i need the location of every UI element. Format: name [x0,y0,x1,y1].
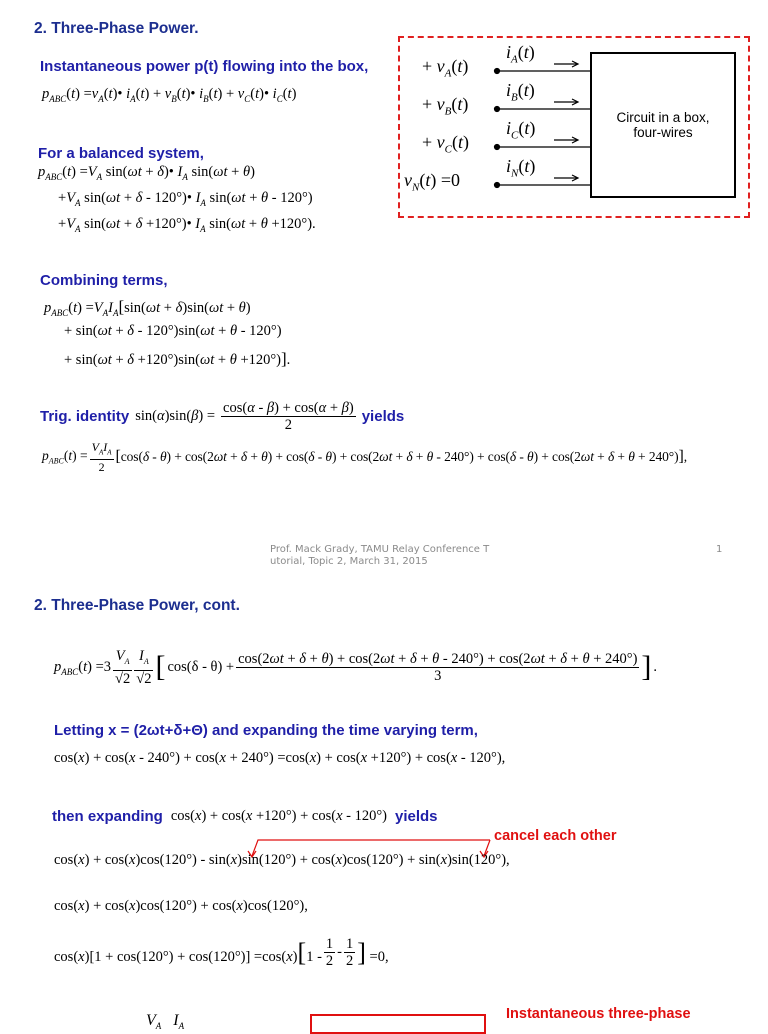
trig-identity-line [40,400,404,433]
trig-identity-fraction: $\frac{\cos(\alpha - \beta) + \cos(\alpha + \beta)}{2}$ [223,400,354,433]
eq-expand: cos(x) + cos(x)cos(120°) - sin(x)sin(120°) + cos(x)cos(120°) + sin(x)sin(120°), [54,852,510,868]
source-label-vn: $v_N(t) =0$ [404,170,461,194]
current-label-ic: $i_C(t)$ [506,118,536,142]
circuit-box-label-1: Circuit in a box, [616,110,710,125]
result-box [310,1014,486,1034]
heading-balanced-system: For a balanced system, [38,145,204,162]
eq-yields: $p_{ABC}(t)$ = $\frac{V_AI_A}{2}$ [cos(δ - θ) + cos(2ωt + δ + θ) + cos(δ - θ) + cos(2ωt + δ + θ - 240°) + cos(δ - θ) + cos(2ωt + δ + θ + 240°)], [42,440,688,475]
circuit-diagram [398,36,750,218]
then-expanding-yields: yields [394,808,438,825]
eq-final: cos(x)[1 + cos(120°) + cos(120°)] =cos(x)[1 - $\frac{1}{2}$ - $\frac{1}{2}$ ] =0, [54,936,389,969]
eq-balanced-line2: $+V_A$ sin(ωt + δ - 120°)• $I_A$ sin(ωt + θ - 120°) [58,190,313,208]
eq-letting: cos(x) + cos(x - 240°) + cos(x + 240°) =cos(x) + cos(x +120°) + cos(x - 120°), [54,750,506,766]
cancel-annotation: cancel each other [494,828,617,844]
heading-combining-terms: Combining terms, [40,272,168,289]
current-label-ib: $i_B(t)$ [506,80,535,104]
trig-identity-lhs: sin(α)sin(β) = [135,408,216,424]
eq-combining-line1: $p_{ABC}(t) =V_AI_A[\sin(\omega t + \delta)\sin(\omega t + \theta)$ [44,297,251,318]
eq-combining-line2: + sin(ωt + δ - 120°)sin(ωt + θ - 120°) [64,323,282,339]
heading-instantaneous-power: Instantaneous power p(t) flowing into the box, [40,58,369,75]
circuit-box-label-2: four-wires [633,125,693,140]
source-label-va: + $v_A(t)$ [422,56,469,80]
footer-text: Prof. Mack Grady, TAMU Relay Conference T utorial, Topic 2, March 31, 2015 [270,544,490,567]
eq-bottom-partial: $V_A$ $I_A$ [146,1012,185,1032]
eq-combining-line3: + sin(ωt + δ +120°)sin(ωt + θ +120°)]. [64,349,291,368]
page-number: 1 [716,544,723,555]
then-expanding-line [52,808,438,825]
eq-reduced: cos(x) + cos(x)cos(120°) + cos(x)cos(120°), [54,898,308,914]
eq-main: $p_{ABC}(t) =3$ $\frac{V_A}{√2}$ $\frac{I_A}{√2}$ [ cos(δ - θ) + cos(2ωt + δ + θ) + cos(2ωt + δ + θ - 240°) + cos(2ωt + δ + θ + 240°) 3 ] . [54,648,658,687]
current-label-ia: $i_A(t)$ [506,42,535,66]
slide1-title: 2. Three-Phase Power. [34,20,199,37]
slide2-title: 2. Three-Phase Power, cont. [34,597,240,614]
source-label-vb: + $v_B(t)$ [422,94,469,118]
eq-instantaneous-power: $p_{ABC}(t)$ $=v_A(t)•$ $i_A(t)$ + $v_B(t)•$ $i_B(t)$ + $v_C(t)•$ $i_C(t)$ [42,86,297,104]
eq-balanced-line3: $+V_A$ sin(ωt + δ +120°)• $I_A$ sin(ωt + θ +120°). [58,216,316,234]
trig-identity-yields: yields [361,408,405,425]
source-label-vc: + $v_C(t)$ [422,132,470,156]
eq-balanced-line1: $p_{ABC}(t) =V_A$ sin(ωt + δ)• $I_A$ sin(ωt + θ) [38,164,255,182]
current-label-in: $i_N(t)$ [506,156,536,180]
result-label: Instantaneous three-phase [506,1006,691,1022]
trig-identity-label: Trig. identity [40,408,130,425]
circuit-box [590,52,736,198]
heading-letting-x: Letting x = (2ωt+δ+Θ) and expanding the time varying term, [54,722,478,739]
then-expanding-label: then expanding [52,808,163,825]
then-expanding-expr: cos(x) + cos(x +120°) + cos(x - 120°) [170,808,387,824]
